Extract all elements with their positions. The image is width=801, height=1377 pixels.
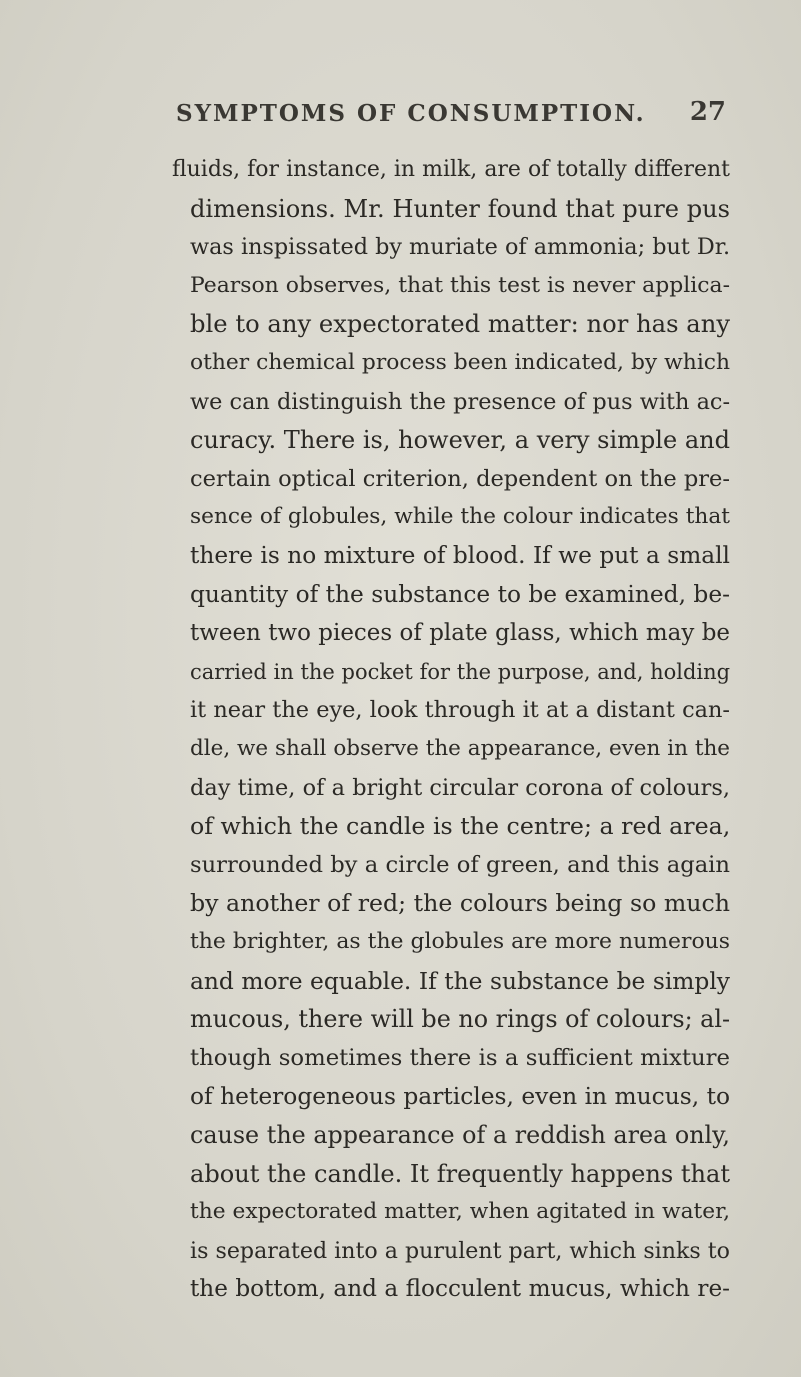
text-line: other chemical process been indicated, by which (190, 350, 730, 375)
text-line: Pearson observes, that this test is never applica- (190, 272, 730, 298)
text-line: dimensions. Mr. Hunter found that pure pus (190, 194, 730, 223)
text-line: was inspissated by muriate of ammonia; but Dr. (190, 234, 731, 261)
running-head (176, 97, 726, 136)
text-line: carried in the pocket for the purpose, and, holding (190, 659, 730, 684)
page-number: 27 (689, 97, 726, 127)
text-line: of which the candle is the centre; a red area, (190, 812, 731, 841)
text-line: cause the appearance of a reddish area only, (190, 1121, 730, 1149)
text-line: ble to any expectorated matter: nor has any (190, 310, 730, 339)
text-line: mucous, there will be no rings of colours; al- (190, 1005, 731, 1034)
text-line: curacy. There is, however, a very simple and (190, 426, 730, 455)
text-line: surrounded by a circle of green, and this again (190, 851, 730, 878)
text-line: quantity of the substance to be examined, be- (190, 580, 730, 608)
text-line: is separated into a purulent part, which sinks to (190, 1237, 730, 1264)
text-line: the expectorated matter, when agitated in water, (190, 1199, 730, 1225)
text-line: and more equable. If the substance be simply (190, 966, 730, 995)
running-title: SYMPTOMS OF CONSUMPTION. (176, 100, 646, 127)
text-line: tween two pieces of plate glass, which may be (190, 620, 730, 647)
text-line: dle, we shall observe the appearance, even in the (190, 736, 730, 761)
text-line: of heterogeneous particles, even in mucus, to (190, 1082, 730, 1111)
text-line: day time, of a bright circular corona of colours, (190, 774, 730, 801)
text-line: the brighter, as the globules are more numerous (190, 929, 730, 954)
text-line: sence of globules, while the colour indicates that (190, 504, 730, 530)
text-line: about the candle. It frequently happens that (190, 1159, 730, 1188)
text-line: the bottom, and a flocculent mucus, which re- (190, 1276, 730, 1303)
text-line: it near the eye, look through it at a distant can- (190, 697, 730, 724)
text-line: fluids, for instance, in milk, are of totally different (172, 157, 730, 182)
text-line: there is no mixture of blood. If we put a small (190, 542, 730, 569)
text-line: certain optical criterion, dependent on the pre- (190, 465, 730, 492)
text-line: though sometimes there is a sufficient mixture (190, 1044, 730, 1071)
text-line: by another of red; the colours being so much (190, 889, 730, 918)
text-line: we can distinguish the presence of pus with ac- (190, 388, 730, 415)
